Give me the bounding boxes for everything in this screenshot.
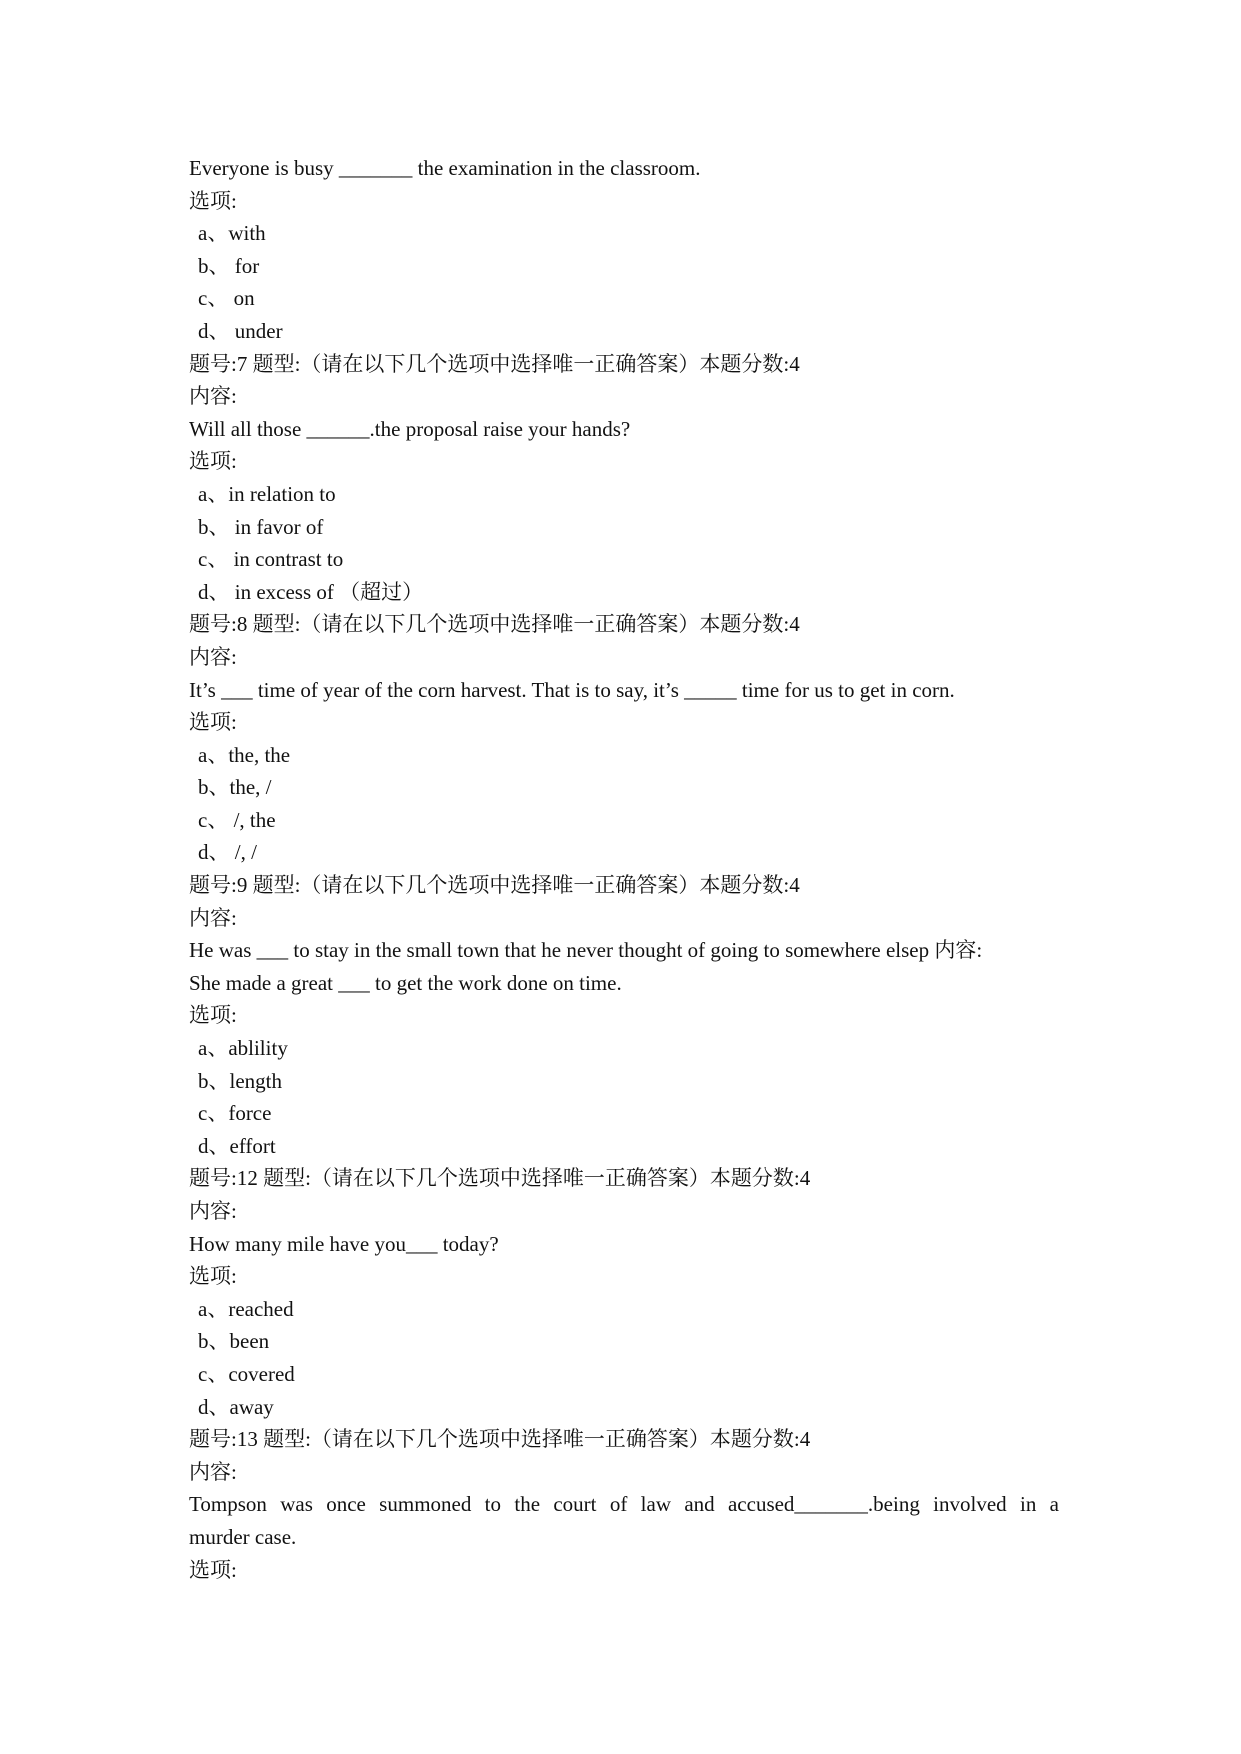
content-label: 内容:: [189, 644, 237, 669]
answer-option: d、effort: [198, 1133, 276, 1158]
answer-option: b、length: [198, 1068, 282, 1093]
answer-option: b、the, /: [198, 775, 272, 800]
question-header: 题号:8 题型:（请在以下几个选项中选择唯一正确答案）本题分数:4: [189, 612, 800, 637]
answer-option: c、force: [198, 1101, 272, 1126]
question-text: Everyone is busy _______ the examination in the classroom.: [189, 156, 701, 180]
question-header: 题号:13 题型:（请在以下几个选项中选择唯一正确答案）本题分数:4: [189, 1427, 811, 1452]
answer-option: a、in relation to: [198, 481, 336, 506]
question-header: 题号:12 题型:（请在以下几个选项中选择唯一正确答案）本题分数:4: [189, 1166, 811, 1191]
answer-option: c、 in contrast to: [198, 547, 344, 572]
question-text: It’s ___ time of year of the corn harvest. That is to say, it’s _____ time for us to get in corn.: [189, 677, 955, 702]
answer-option: b、been: [198, 1329, 270, 1354]
question-text: How many mile have you___ today?: [189, 1231, 499, 1256]
question-text: Tompson was once summoned to the court of law and accused_______.being involved in a: [189, 1492, 1059, 1517]
answer-option: d、 /, /: [198, 840, 257, 865]
options-label: 选项:: [189, 1003, 237, 1028]
question-text: murder case.: [189, 1524, 297, 1549]
answer-option: d、 in excess of （超过）: [198, 579, 424, 604]
options-label: 选项:: [189, 1557, 237, 1582]
question-text: He was ___ to stay in the small town that he never thought of going to somewhere elsep 内容:: [189, 938, 983, 963]
options-label: 选项:: [189, 1264, 237, 1289]
question-header: 题号:9 题型:（请在以下几个选项中选择唯一正确答案）本题分数:4: [189, 873, 800, 898]
answer-option: b、 for: [198, 253, 260, 278]
content-label: 内容:: [189, 384, 237, 409]
answer-option: a、reached: [198, 1296, 294, 1321]
options-label: 选项:: [189, 188, 237, 213]
answer-option: d、away: [198, 1394, 274, 1419]
options-label: 选项:: [189, 710, 237, 735]
answer-option: c、 on: [198, 286, 255, 311]
options-label: 选项:: [189, 449, 237, 474]
answer-option: d、 under: [198, 318, 283, 343]
answer-option: a、ablility: [198, 1036, 288, 1061]
content-label: 内容:: [189, 1199, 237, 1223]
answer-option: a、with: [198, 221, 266, 246]
answer-option: b、 in favor of: [198, 514, 324, 539]
answer-option: c、 /, the: [198, 807, 276, 832]
content-label: 内容:: [189, 1459, 237, 1484]
question-header: 题号:7 题型:（请在以下几个选项中选择唯一正确答案）本题分数:4: [189, 351, 800, 376]
content-label: 内容:: [189, 905, 237, 930]
question-text: Will all those ______.the proposal raise your hands?: [189, 416, 631, 441]
question-text: She made a great ___ to get the work done on time.: [189, 970, 622, 995]
question-list: [189, 152, 1059, 1586]
answer-option: c、covered: [198, 1361, 295, 1386]
answer-option: a、the, the: [198, 742, 291, 767]
